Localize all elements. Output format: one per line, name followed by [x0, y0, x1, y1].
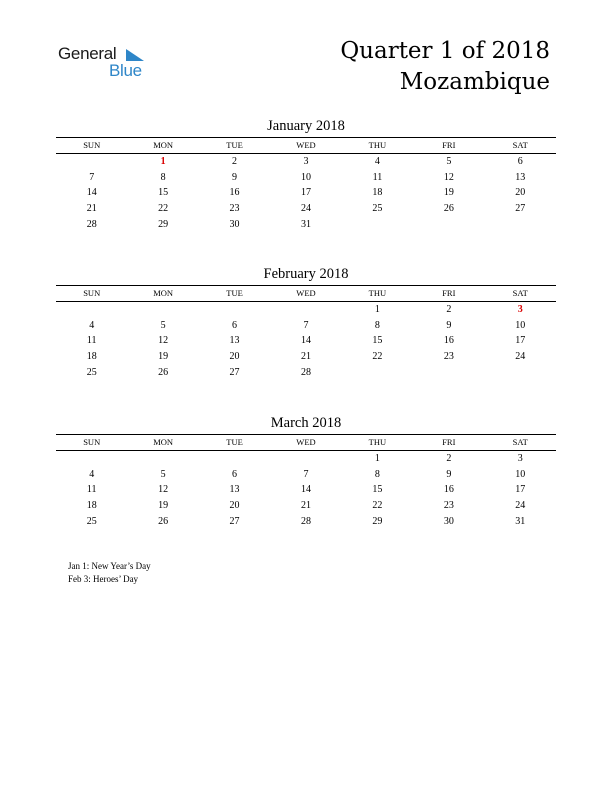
day-cell: 5 — [160, 468, 166, 480]
month-body — [56, 154, 556, 232]
day-cell: 21 — [300, 351, 311, 363]
day-cell: 11 — [86, 335, 97, 347]
day-cell: 16 — [443, 335, 454, 347]
day-cell: 26 — [158, 366, 169, 378]
day-cell: 19 — [158, 351, 169, 363]
empty-day-cell — [413, 365, 484, 381]
week-row — [56, 154, 556, 170]
week-row — [56, 302, 556, 318]
week-row — [56, 514, 556, 530]
empty-day-cell — [199, 451, 270, 467]
day-cell: 16 — [229, 187, 240, 199]
empty-day-cell — [199, 302, 270, 318]
day-cell: 12 — [158, 484, 169, 496]
weekday-header-fri: FRI — [442, 140, 456, 150]
day-cell: 2 — [446, 453, 452, 464]
day-cell: 29 — [158, 218, 169, 230]
weekday-header-sat: SAT — [512, 437, 528, 447]
day-cell: 9 — [232, 171, 238, 183]
day-cell: 12 — [158, 335, 169, 347]
empty-day-cell — [485, 365, 556, 381]
day-cell: 28 — [86, 218, 97, 230]
empty-day-cell — [342, 217, 413, 233]
day-cell: 2 — [232, 156, 238, 167]
day-cell: 14 — [300, 484, 311, 496]
week-row — [56, 482, 556, 498]
day-cell: 13 — [229, 335, 240, 347]
weekday-header-wed: WED — [296, 437, 316, 447]
week-row — [56, 217, 556, 233]
day-cell: 5 — [446, 156, 452, 167]
week-row — [56, 451, 556, 467]
day-cell: 26 — [443, 203, 454, 215]
weekday-header-fri: FRI — [442, 288, 456, 298]
day-cell: 14 — [86, 187, 97, 199]
month-february — [56, 264, 556, 380]
week-row — [56, 318, 556, 334]
weekday-header-mon: MON — [153, 288, 174, 298]
weekday-header-tue: TUE — [226, 437, 243, 447]
day-cell: 5 — [160, 319, 166, 331]
logo-blue-text: Blue — [109, 61, 142, 80]
week-row — [56, 365, 556, 381]
month-title: March 2018 — [270, 415, 342, 431]
weekday-header-sun: SUN — [83, 437, 101, 447]
month-title: February 2018 — [263, 266, 349, 282]
day-cell: 20 — [515, 187, 526, 199]
weekday-header-thu: THU — [368, 437, 387, 447]
day-cell: 16 — [443, 484, 454, 496]
weekday-header-tue: TUE — [226, 140, 243, 150]
day-cell: 8 — [374, 319, 380, 331]
day-cell: 13 — [515, 171, 526, 183]
day-cell: 17 — [300, 187, 311, 199]
day-cell: 6 — [232, 468, 238, 480]
day-cell: 25 — [86, 515, 97, 527]
day-cell: 24 — [300, 203, 311, 215]
weekday-header-sat: SAT — [512, 140, 528, 150]
month-march — [56, 413, 556, 529]
holiday-day-cell: 3 — [517, 304, 523, 315]
weekday-header-mon: MON — [153, 437, 174, 447]
weekday-header-row — [56, 286, 556, 302]
weekday-header-mon: MON — [153, 140, 174, 150]
day-cell: 8 — [160, 171, 166, 183]
month-january — [56, 116, 556, 232]
day-cell: 21 — [300, 500, 311, 512]
week-row — [56, 467, 556, 483]
day-cell: 23 — [229, 203, 240, 215]
day-cell: 6 — [232, 319, 238, 331]
day-cell: 15 — [372, 484, 383, 496]
day-cell: 24 — [515, 351, 526, 363]
day-cell: 17 — [515, 335, 526, 347]
day-cell: 30 — [443, 515, 454, 527]
weekday-header-row — [56, 138, 556, 154]
day-cell: 9 — [446, 319, 452, 331]
day-cell: 13 — [229, 484, 240, 496]
holiday-day-cell: 1 — [160, 156, 166, 167]
month-title: January 2018 — [267, 118, 345, 134]
day-cell: 15 — [372, 335, 383, 347]
day-cell: 6 — [517, 156, 523, 167]
day-cell: 3 — [303, 156, 309, 167]
weekday-header-row — [56, 435, 556, 451]
weekday-header-wed: WED — [296, 140, 316, 150]
week-row — [56, 498, 556, 514]
day-cell: 18 — [372, 187, 383, 199]
weekday-header-tue: TUE — [226, 288, 243, 298]
day-cell: 28 — [300, 366, 311, 378]
weekday-header-thu: THU — [368, 140, 387, 150]
empty-day-cell — [413, 217, 484, 233]
day-cell: 31 — [300, 218, 311, 230]
day-cell: 15 — [158, 187, 169, 199]
day-cell: 4 — [374, 156, 380, 167]
empty-day-cell — [56, 154, 127, 170]
empty-day-cell — [485, 217, 556, 233]
day-cell: 27 — [229, 366, 240, 378]
weekday-header-sun: SUN — [83, 140, 101, 150]
day-cell: 8 — [374, 468, 380, 480]
day-cell: 7 — [89, 171, 95, 183]
day-cell: 4 — [89, 319, 95, 331]
day-cell: 23 — [443, 351, 454, 363]
week-row — [56, 185, 556, 201]
day-cell: 22 — [372, 500, 383, 512]
day-cell: 19 — [158, 500, 169, 512]
day-cell: 17 — [515, 484, 526, 496]
empty-day-cell — [127, 451, 198, 467]
holiday-note: Jan 1: New Year’s Day — [68, 561, 151, 571]
day-cell: 11 — [86, 484, 97, 496]
month-body — [56, 302, 556, 380]
day-cell: 19 — [443, 187, 454, 199]
day-cell: 25 — [86, 366, 97, 378]
weekday-header-wed: WED — [296, 288, 316, 298]
day-cell: 7 — [303, 468, 309, 480]
day-cell: 29 — [372, 515, 383, 527]
day-cell: 30 — [229, 218, 240, 230]
day-cell: 11 — [372, 171, 383, 183]
weekday-header-fri: FRI — [442, 437, 456, 447]
day-cell: 20 — [229, 500, 240, 512]
title-block — [340, 36, 550, 98]
empty-day-cell — [270, 302, 341, 318]
page-title: Quarter 1 of 2018 — [340, 38, 550, 64]
day-cell: 2 — [446, 304, 452, 315]
day-cell: 21 — [86, 203, 97, 215]
day-cell: 10 — [515, 468, 526, 480]
day-cell: 1 — [374, 304, 380, 315]
empty-day-cell — [56, 302, 127, 318]
weekday-header-thu: THU — [368, 288, 387, 298]
week-row — [56, 333, 556, 349]
day-cell: 28 — [300, 515, 311, 527]
weekday-header-sun: SUN — [83, 288, 101, 298]
day-cell: 22 — [158, 203, 169, 215]
day-cell: 31 — [515, 515, 526, 527]
day-cell: 9 — [446, 468, 452, 480]
week-row — [56, 349, 556, 365]
day-cell: 20 — [229, 351, 240, 363]
country-name: Mozambique — [399, 69, 550, 95]
week-row — [56, 201, 556, 217]
day-cell: 7 — [303, 319, 309, 331]
month-body — [56, 451, 556, 529]
day-cell: 22 — [372, 351, 383, 363]
day-cell: 26 — [158, 515, 169, 527]
day-cell: 23 — [443, 500, 454, 512]
empty-day-cell — [127, 302, 198, 318]
generalblue-logo — [58, 44, 158, 84]
day-cell: 24 — [515, 500, 526, 512]
empty-day-cell — [56, 451, 127, 467]
day-cell: 1 — [374, 453, 380, 464]
empty-day-cell — [342, 365, 413, 381]
day-cell: 18 — [86, 500, 97, 512]
week-row — [56, 170, 556, 186]
day-cell: 10 — [300, 171, 311, 183]
day-cell: 3 — [517, 453, 523, 464]
empty-day-cell — [270, 451, 341, 467]
weekday-header-sat: SAT — [512, 288, 528, 298]
day-cell: 27 — [229, 515, 240, 527]
holiday-note: Feb 3: Heroes’ Day — [68, 574, 139, 584]
day-cell: 4 — [89, 468, 95, 480]
day-cell: 18 — [86, 351, 97, 363]
day-cell: 10 — [515, 319, 526, 331]
day-cell: 27 — [515, 203, 526, 215]
day-cell: 14 — [300, 335, 311, 347]
logo-general-text: General — [58, 44, 117, 63]
day-cell: 12 — [443, 171, 454, 183]
holiday-notes — [68, 560, 151, 586]
day-cell: 25 — [372, 203, 383, 215]
